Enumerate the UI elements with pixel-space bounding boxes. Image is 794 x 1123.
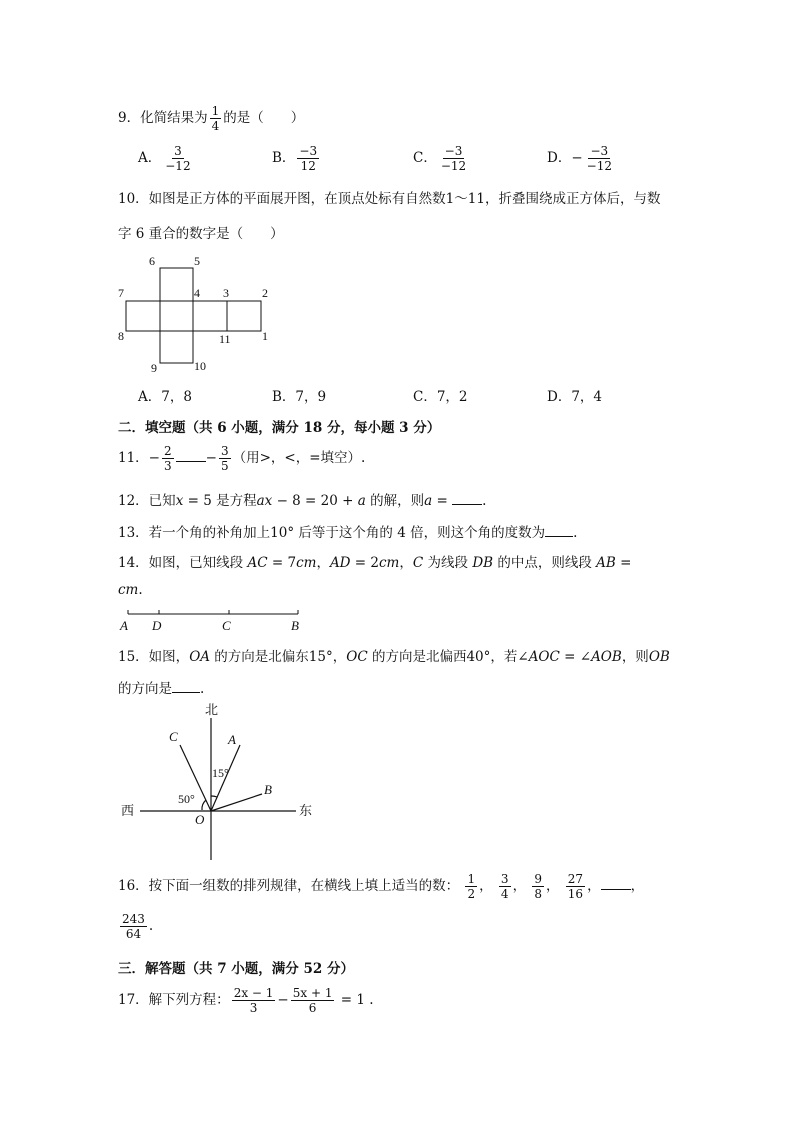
label-north: 北 (205, 702, 219, 717)
q9-text-b: 的是（ ） (223, 110, 305, 126)
net-label-8: 8 (118, 329, 124, 343)
q9-option-c: C． $\frac{-3}{-12}$ (413, 144, 467, 173)
question-16: 16．按下面一组数的排列规律，在横线上填上适当的数： $\frac{1}{2}$ ， $\frac{3}{4}$ ， $\frac{9}{8}$ ， $\frac{27}{16}$ ， ， (118, 872, 645, 901)
point-d-label: D (152, 618, 162, 633)
section-3-heading: 三．解答题（共 7 小题，满分 52 分） (118, 961, 354, 977)
q10-option-a: A．7，8 (138, 389, 192, 405)
q10-option-b: B．7，9 (272, 389, 327, 405)
point-b-label: B (291, 618, 299, 633)
label-angle-15: 15° (212, 766, 229, 780)
q12-answer-blank[interactable] (452, 492, 482, 505)
net-label-2: 2 (262, 286, 268, 300)
label-angle-50: 50° (178, 792, 195, 806)
question-11: 11．− $\frac{2}{3}$ − $\frac{3}{5}$ （用>，<，=填空）. (118, 444, 366, 473)
cube-net-figure (112, 252, 282, 377)
net-label-9: 9 (151, 361, 157, 375)
net-label-6: 6 (149, 254, 155, 268)
net-square-top (160, 268, 193, 301)
q9-text-a: 9．化简结果为 (118, 110, 208, 126)
label-b: B (264, 782, 272, 797)
net-square-center (160, 301, 193, 331)
net-label-4: 4 (194, 286, 200, 300)
question-13: 13．若一个角的补角加上10° 后等于这个角的 4 倍，则这个角的度数为 . (118, 525, 578, 541)
net-label-11: 11 (219, 332, 231, 346)
label-c: C (169, 729, 178, 744)
label-a: A (228, 732, 236, 747)
q10-option-c: C．7，2 (413, 389, 468, 405)
net-square-left (126, 301, 160, 331)
ray-ob (211, 794, 262, 811)
q9-option-a: A． $\frac{3}{-12}$ (138, 144, 191, 173)
point-a-label: A (120, 618, 128, 633)
q10-line2: 字 6 重合的数字是（ ） (118, 226, 284, 242)
net-label-7: 7 (118, 286, 124, 300)
q9-option-b: B． $\frac{-3}{12}$ (272, 144, 318, 173)
net-label-3: 3 (223, 286, 229, 300)
question-17: 17．解下列方程： $\frac{2x - 1}{3}$ − $\frac{5x + 1}{6}$ = 1 . (118, 986, 374, 1015)
label-east: 东 (299, 803, 313, 818)
label-west: 西 (121, 803, 135, 818)
q13-answer-blank[interactable] (545, 524, 573, 537)
question-14-line1: 14．如图，已知线段 AC = 7cm，AD = 2cm，C 为线段 DB 的中点，则线段 AB = (118, 555, 632, 571)
point-c-label: C (222, 618, 231, 633)
question-9-stem (118, 104, 304, 133)
q10-line1: 10．如图是正方体的平面展开图，在顶点处标有自然数1～11，折叠围绕成正方体后，与数 (118, 191, 661, 207)
net-label-5: 5 (194, 254, 200, 268)
section-2-heading: 二．填空题（共 6 小题，满分 18 分，每小题 3 分） (118, 420, 441, 436)
direction-figure (110, 700, 330, 865)
q9-fraction: $\frac{1}{4}$ (211, 104, 220, 133)
question-14-line2: cm. (118, 582, 143, 598)
net-label-1: 1 (262, 329, 268, 343)
question-16-line2: $\frac{243}{64}$ . (122, 912, 154, 941)
segment-figure (116, 606, 306, 636)
q15-answer-blank[interactable] (172, 680, 200, 693)
net-label-10: 10 (194, 359, 206, 373)
angle-arc-50 (202, 800, 206, 810)
question-12: 12．已知x = 5 是方程ax − 8 = 20 + a 的解，则a = . (118, 493, 487, 509)
q9-option-d: D．− $\frac{-3}{-12}$ (547, 144, 612, 173)
angle-arc-15 (211, 796, 217, 797)
label-o: O (195, 812, 205, 827)
question-15-line1: 15．如图，OA 的方向是北偏东15°，OC 的方向是北偏西40°，若∠AOC = ∠AOB，则OB (118, 649, 670, 665)
net-square-bottom (160, 331, 193, 363)
net-square-right1 (193, 301, 227, 331)
net-square-right2 (227, 301, 261, 331)
q16-answer-blank[interactable] (601, 877, 631, 890)
question-15-line2: 的方向是 . (118, 681, 205, 697)
q11-answer-blank[interactable] (176, 449, 206, 462)
q10-option-d: D．7，4 (547, 389, 603, 405)
